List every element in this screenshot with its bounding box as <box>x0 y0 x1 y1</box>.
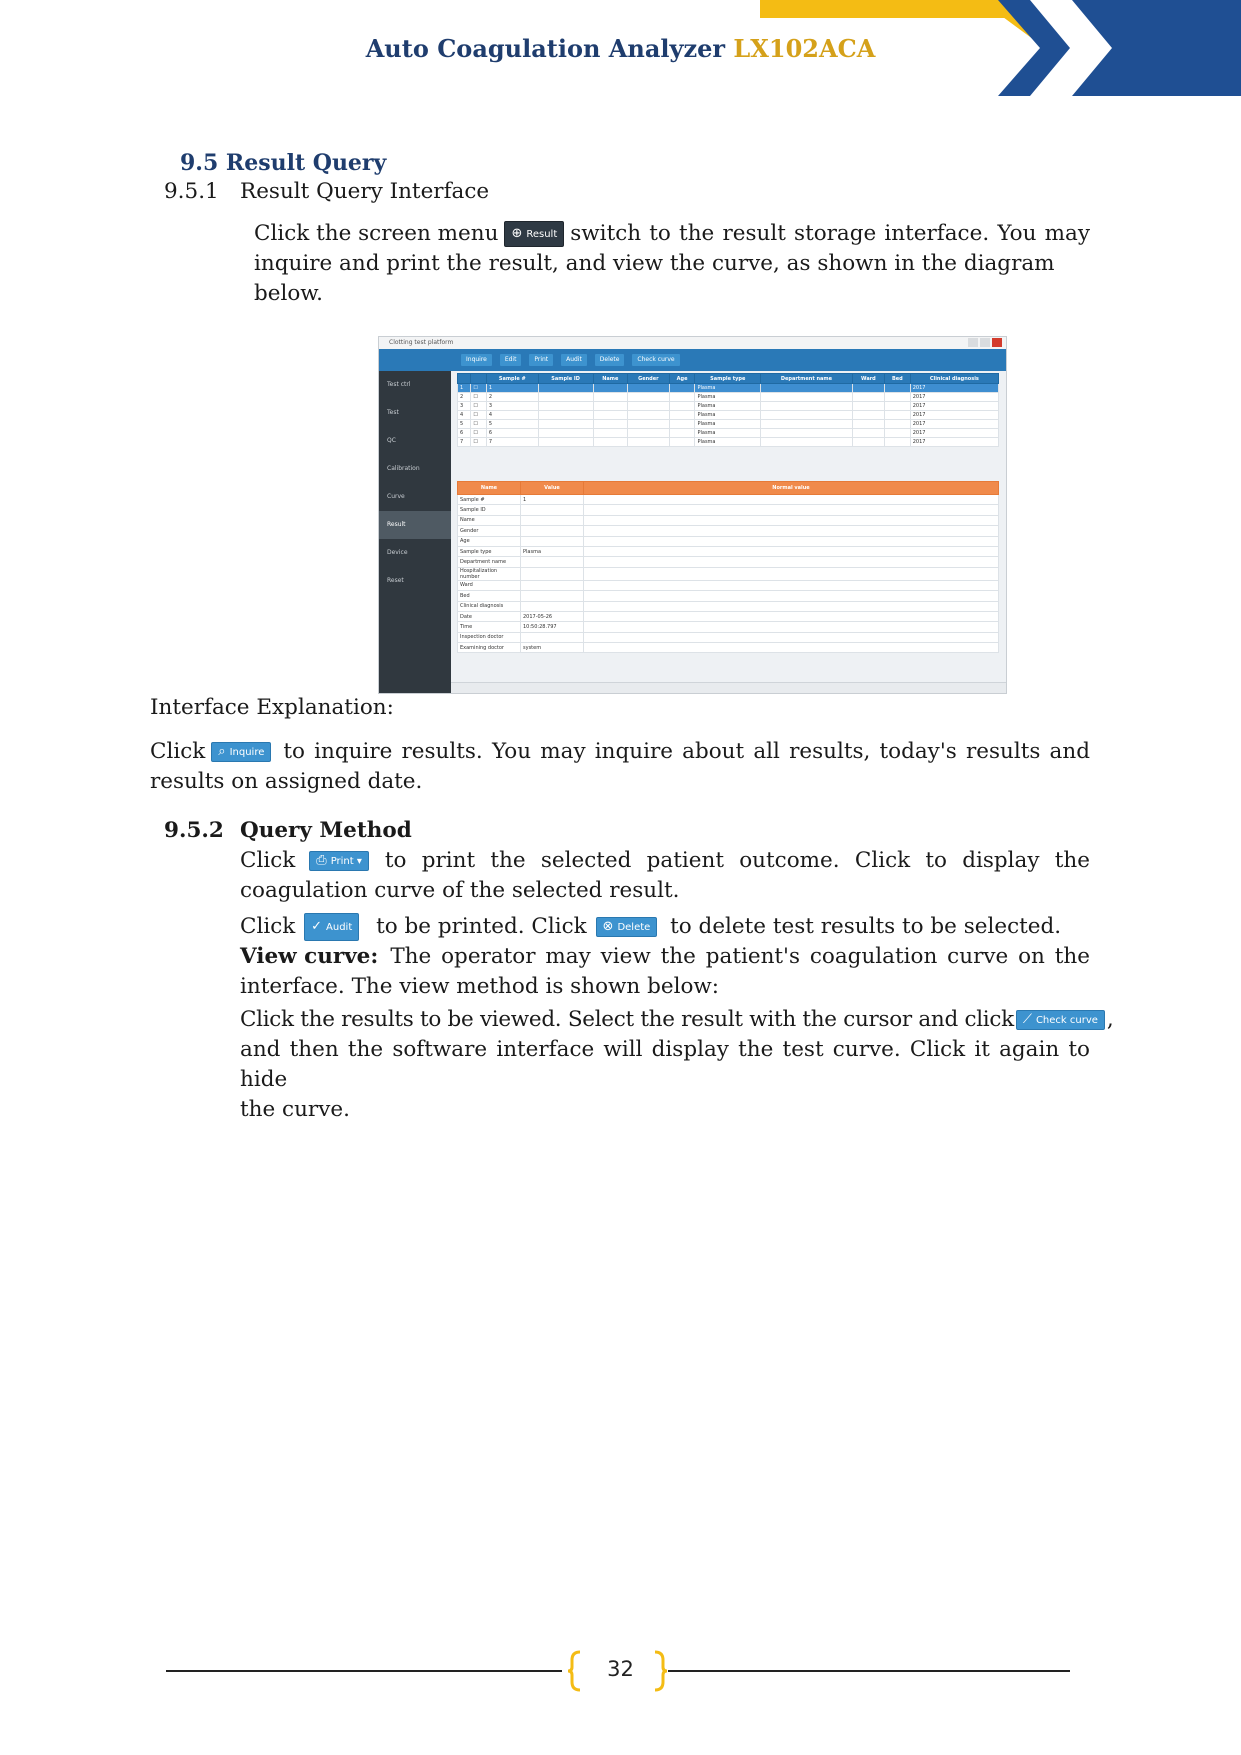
detail-cell <box>521 515 584 525</box>
table-cell: Plasma <box>695 402 761 411</box>
paragraph-3-text-b: to print the selected patient outcome. Click to display the <box>384 848 1090 873</box>
detail-cell <box>584 643 999 653</box>
paragraph-3-text-a: Click <box>240 848 296 873</box>
detail-cell <box>521 580 584 590</box>
table-cell <box>593 384 628 393</box>
detail-row <box>458 622 999 632</box>
table-cell <box>628 429 670 438</box>
toolbar-print-button[interactable]: Print <box>529 354 553 366</box>
paragraph-2 <box>150 737 1090 797</box>
sidebar-item-qc[interactable]: QC <box>387 437 396 444</box>
detail-cell: Department name <box>458 557 521 567</box>
detail-cell <box>584 622 999 632</box>
interface-explanation: Interface Explanation: <box>150 695 394 720</box>
table-cell <box>884 420 910 429</box>
table-row[interactable] <box>458 420 999 429</box>
detail-cell <box>584 495 999 505</box>
table-cell: 5 <box>486 420 538 429</box>
header-title <box>0 34 1241 63</box>
sidebar-item-test[interactable]: Test <box>387 409 399 416</box>
table-cell: Plasma <box>695 393 761 402</box>
table-cell: 2 <box>458 393 471 402</box>
table-cell: Plasma <box>695 429 761 438</box>
sidebar-item-curve[interactable]: Curve <box>387 493 405 500</box>
table-cell <box>852 384 884 393</box>
paragraph-5-text-b: interface. The view method is shown below: <box>240 974 720 999</box>
detail-cell <box>584 526 999 536</box>
detail-row <box>458 580 999 590</box>
table-cell: Plasma <box>695 411 761 420</box>
screenshot-sidebar <box>379 349 451 693</box>
detail-row <box>458 505 999 515</box>
detail-cell <box>584 611 999 621</box>
detail-row <box>458 643 999 653</box>
detail-cell <box>584 536 999 546</box>
detail-cell <box>584 567 999 580</box>
results-col-4[interactable]: Name <box>593 374 628 384</box>
subsection-title-1: Result Query Interface <box>240 179 490 204</box>
table-cell <box>593 420 628 429</box>
paragraph-1-text-c: inquire and print the result, and view the curve, as shown in the diagram below. <box>254 251 1055 306</box>
detail-cell: Sample ID <box>458 505 521 515</box>
toolbar-check-curve-button[interactable]: Check curve <box>632 354 679 366</box>
table-cell <box>669 411 695 420</box>
table-cell <box>669 420 695 429</box>
window-buttons <box>966 338 1002 349</box>
detail-cell: system <box>521 643 584 653</box>
results-table <box>457 373 999 447</box>
paragraph-3-text-c: coagulation curve of the selected result. <box>240 878 680 903</box>
table-cell: 2017 <box>910 429 998 438</box>
table-row[interactable] <box>458 384 999 393</box>
table-cell: 5 <box>458 420 471 429</box>
section-heading: 9.5 Result Query <box>180 150 387 176</box>
results-col-1[interactable] <box>471 374 486 384</box>
delete-circle-icon: ⊗ <box>602 919 614 934</box>
page-number: 32 <box>607 1657 634 1681</box>
paragraph-5-text-a: The operator may view the patient's coagulation curve on the <box>390 944 1090 969</box>
toolbar-edit-button[interactable]: Edit <box>500 354 522 366</box>
table-cell <box>669 384 695 393</box>
detail-cell: Gender <box>458 526 521 536</box>
paragraph-6-text-c: the curve. <box>240 1097 350 1122</box>
table-cell <box>852 411 884 420</box>
table-cell: ☐ <box>471 411 486 420</box>
detail-cell <box>521 557 584 567</box>
check-circle-icon: ✓ <box>311 919 323 934</box>
table-cell <box>628 420 670 429</box>
table-cell: 2 <box>486 393 538 402</box>
paragraph-4-text-a: Click <box>240 914 296 939</box>
subsection-number-2: 9.5.2 <box>164 818 224 843</box>
globe-icon: ⊕ <box>511 226 523 241</box>
table-cell <box>884 411 910 420</box>
detail-cell <box>584 591 999 601</box>
subsection-title-2: Query Method <box>240 818 412 843</box>
table-cell <box>593 438 628 447</box>
table-cell <box>593 411 628 420</box>
table-cell: ☐ <box>471 384 486 393</box>
check-curve-button[interactable] <box>1016 1010 1105 1030</box>
detail-cell: Ward <box>458 580 521 590</box>
printer-icon: ⎙ <box>316 853 327 868</box>
table-cell: 2017 <box>910 420 998 429</box>
screenshot-toolbar <box>451 349 1006 371</box>
results-col-5[interactable]: Gender <box>628 374 670 384</box>
table-cell <box>669 438 695 447</box>
check-curve-button-label: Check curve <box>1035 1015 1098 1026</box>
toolbar-inquire-button[interactable]: Inquire <box>461 354 492 366</box>
table-cell: 2017 <box>910 393 998 402</box>
table-cell <box>538 384 593 393</box>
detail-cell: Plasma <box>521 546 584 556</box>
toolbar-audit-button[interactable]: Audit <box>561 354 587 366</box>
table-cell: 2017 <box>910 411 998 420</box>
detail-cell <box>584 546 999 556</box>
table-cell: 4 <box>458 411 471 420</box>
print-button[interactable]: ⎙ Print ▾ <box>309 851 369 871</box>
detail-cell <box>584 515 999 525</box>
paragraph-6 <box>240 1005 1114 1125</box>
results-col-8[interactable]: Department name <box>761 374 853 384</box>
table-cell <box>761 438 853 447</box>
paragraph-5 <box>240 942 1090 1002</box>
results-col-7[interactable]: Sample type <box>695 374 761 384</box>
table-cell <box>761 429 853 438</box>
paragraph-6-text-b: and then the software interface will display the test curve. Click it again to hide <box>240 1037 1090 1092</box>
detail-cell <box>521 536 584 546</box>
paragraph-3 <box>240 846 1090 906</box>
results-col-0[interactable] <box>458 374 471 384</box>
paragraph-6-text-a: Click the results to be viewed. Select the result with the cursor and click <box>240 1007 1014 1032</box>
detail-cell <box>584 505 999 515</box>
detail-row <box>458 495 999 505</box>
table-cell: Plasma <box>695 384 761 393</box>
detail-row <box>458 601 999 611</box>
maximize-icon[interactable] <box>980 338 990 347</box>
table-cell <box>884 402 910 411</box>
toolbar-delete-button[interactable]: Delete <box>595 354 625 366</box>
table-cell <box>628 438 670 447</box>
result-detail-table <box>457 481 999 653</box>
delete-button[interactable] <box>596 917 658 937</box>
table-cell <box>669 429 695 438</box>
sidebar-item-device[interactable]: Device <box>387 549 408 556</box>
table-cell <box>852 438 884 447</box>
table-cell <box>884 438 910 447</box>
detail-cell <box>521 591 584 601</box>
paragraph-2-text-c: results on assigned date. <box>150 769 423 794</box>
detail-cell: Sample # <box>458 495 521 505</box>
sidebar-item-reset[interactable]: Reset <box>387 577 404 584</box>
table-cell: 2017 <box>910 402 998 411</box>
detail-row <box>458 591 999 601</box>
table-cell <box>538 429 593 438</box>
table-cell <box>852 420 884 429</box>
detail-cell <box>521 505 584 515</box>
table-row[interactable] <box>458 393 999 402</box>
table-row[interactable] <box>458 411 999 420</box>
detail-cell <box>584 580 999 590</box>
table-cell <box>761 402 853 411</box>
sidebar-item-calibration[interactable]: Calibration <box>387 465 420 472</box>
detail-cell: Sample type <box>458 546 521 556</box>
close-icon[interactable] <box>992 338 1002 347</box>
table-row[interactable] <box>458 438 999 447</box>
table-cell: 4 <box>486 411 538 420</box>
table-cell: 7 <box>458 438 471 447</box>
paragraph-4 <box>240 912 1090 942</box>
table-cell <box>538 393 593 402</box>
detail-cell: Name <box>458 515 521 525</box>
paragraph-1 <box>254 219 1090 309</box>
detail-row <box>458 567 999 580</box>
detail-row <box>458 557 999 567</box>
results-col-10[interactable]: Bed <box>884 374 910 384</box>
paragraph-4-text-b: to be printed. Click <box>376 914 587 939</box>
paragraph-6-comma: , <box>1106 1007 1114 1032</box>
inquire-button[interactable] <box>211 742 271 762</box>
sidebar-item-test-ctrl[interactable]: Test ctrl <box>387 381 411 388</box>
view-curve-label: View curve: <box>240 944 379 969</box>
header-title-prefix: Auto Coagulation Analyzer <box>365 34 734 63</box>
table-cell: Plasma <box>695 420 761 429</box>
delete-button-label: Delete <box>617 922 651 933</box>
curve-icon: ⟋ <box>1022 1012 1032 1027</box>
detail-row <box>458 536 999 546</box>
detail-cell: 1 <box>521 495 584 505</box>
detail-col-name: Name <box>458 482 521 495</box>
table-cell <box>593 429 628 438</box>
table-cell <box>538 420 593 429</box>
subsection-number-1: 9.5.1 <box>164 179 219 204</box>
search-icon: ⌕ <box>218 744 226 759</box>
detail-cell: Inspection doctor <box>458 632 521 642</box>
table-cell <box>669 402 695 411</box>
sidebar-top <box>379 349 451 371</box>
detail-cell: Examining doctor <box>458 643 521 653</box>
table-cell: ☐ <box>471 438 486 447</box>
table-row[interactable] <box>458 402 999 411</box>
detail-cell: Date <box>458 611 521 621</box>
detail-cell: Hospitalization number <box>458 567 521 580</box>
results-col-9[interactable]: Ward <box>852 374 884 384</box>
screenshot-statusbar <box>451 682 1006 693</box>
detail-row <box>458 546 999 556</box>
table-cell <box>852 402 884 411</box>
table-cell <box>852 429 884 438</box>
sidebar-item-result[interactable]: Result <box>379 511 451 539</box>
table-cell: 3 <box>458 402 471 411</box>
table-cell <box>538 438 593 447</box>
detail-cell <box>584 601 999 611</box>
table-cell: ☐ <box>471 420 486 429</box>
detail-cell: Clinical diagnosis <box>458 601 521 611</box>
table-cell <box>884 384 910 393</box>
minimize-icon[interactable] <box>968 338 978 347</box>
table-cell: 1 <box>458 384 471 393</box>
detail-cell <box>521 601 584 611</box>
result-menu-label: Result <box>526 229 558 240</box>
table-cell: 6 <box>486 429 538 438</box>
header-title-model: LX102ACA <box>733 34 876 63</box>
detail-row <box>458 515 999 525</box>
paragraph-2-text-b: to inquire results. You may inquire about all results, today's results and <box>283 739 1090 764</box>
table-cell <box>852 393 884 402</box>
table-cell: ☐ <box>471 429 486 438</box>
audit-button-label: Audit <box>326 922 353 933</box>
table-cell <box>669 393 695 402</box>
detail-cell: 10:50:28.797 <box>521 622 584 632</box>
detail-row <box>458 632 999 642</box>
table-cell <box>761 420 853 429</box>
paragraph-2-text-a: Click <box>150 739 206 764</box>
paragraph-4-text-c: to delete test results to be selected. <box>670 914 1062 939</box>
table-cell: 3 <box>486 402 538 411</box>
audit-button[interactable] <box>304 913 359 941</box>
table-cell: 2017 <box>910 384 998 393</box>
detail-cell: Time <box>458 622 521 632</box>
table-cell <box>628 411 670 420</box>
result-menu-icon[interactable] <box>504 221 564 247</box>
detail-cell <box>584 557 999 567</box>
table-cell: 6 <box>458 429 471 438</box>
table-row[interactable] <box>458 429 999 438</box>
detail-cell <box>521 567 584 580</box>
table-cell <box>884 429 910 438</box>
results-col-11[interactable]: Clinical diagnosis <box>910 374 998 384</box>
table-cell: ☐ <box>471 402 486 411</box>
detail-cell: Age <box>458 536 521 546</box>
results-col-2[interactable]: Sample # <box>486 374 538 384</box>
result-interface-screenshot <box>378 336 1007 694</box>
table-cell: 7 <box>486 438 538 447</box>
table-cell <box>761 411 853 420</box>
table-cell <box>538 411 593 420</box>
results-col-3[interactable]: Sample ID <box>538 374 593 384</box>
detail-cell <box>584 632 999 642</box>
detail-cell: Bed <box>458 591 521 601</box>
detail-row <box>458 611 999 621</box>
detail-cell <box>521 632 584 642</box>
table-cell <box>538 402 593 411</box>
results-col-6[interactable]: Age <box>669 374 695 384</box>
table-cell <box>761 393 853 402</box>
screenshot-window-title: Clotting test platform <box>389 339 454 346</box>
table-cell <box>884 393 910 402</box>
inquire-button-label: Inquire <box>229 747 265 758</box>
print-button-label: Print <box>330 856 354 867</box>
detail-row <box>458 526 999 536</box>
table-cell <box>628 393 670 402</box>
table-cell: Plasma <box>695 438 761 447</box>
paragraph-1-text-a: Click the screen menu <box>254 221 499 246</box>
table-cell: ☐ <box>471 393 486 402</box>
table-cell <box>593 402 628 411</box>
table-cell: 1 <box>486 384 538 393</box>
paragraph-1-text-b: switch to the result storage interface. You may <box>570 221 1090 246</box>
detail-col-normal: Normal value <box>584 482 999 495</box>
table-cell <box>593 393 628 402</box>
detail-col-value: Value <box>521 482 584 495</box>
table-cell <box>761 384 853 393</box>
detail-cell <box>521 526 584 536</box>
detail-cell: 2017-05-26 <box>521 611 584 621</box>
table-cell <box>628 384 670 393</box>
table-cell: 2017 <box>910 438 998 447</box>
table-cell <box>628 402 670 411</box>
